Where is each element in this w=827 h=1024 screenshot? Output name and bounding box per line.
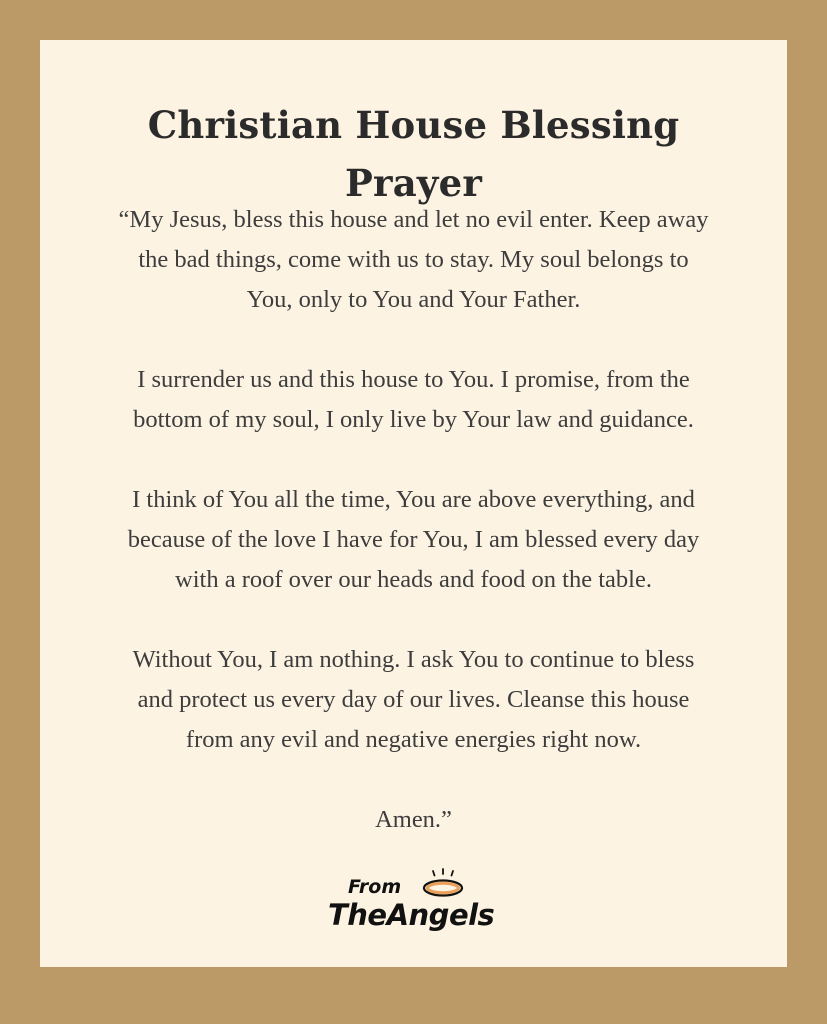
prayer-line: Without You, I am nothing. I ask You to continue to bless (132, 646, 695, 673)
title-line-2: Prayer (344, 161, 483, 205)
brand-logo (320, 868, 510, 943)
prayer-card (40, 40, 787, 967)
prayer-line: from any evil and negative energies right now. (185, 726, 642, 753)
logo-name-text: TheAngels (328, 898, 495, 932)
logo-from-text: From (348, 876, 402, 898)
prayer-closing (70, 800, 757, 840)
prayer-line: You, only to You and Your Father. (246, 286, 581, 313)
prayer-line: Amen.” (375, 806, 452, 833)
prayer-paragraph-4 (70, 640, 757, 760)
prayer-line: “My Jesus, bless this house and let no evil enter. Keep away (118, 206, 709, 233)
prayer-body (70, 200, 757, 840)
prayer-paragraph-1 (70, 200, 757, 320)
prayer-line: the bad things, come with us to stay. My soul belongs to (138, 246, 689, 273)
prayer-line: bottom of my soul, I only live by Your law and guidance. (133, 406, 694, 433)
prayer-paragraph-2 (70, 360, 757, 440)
prayer-line: because of the love I have for You, I am blessed every day (127, 526, 700, 553)
prayer-line: I think of You all the time, You are above everything, and (132, 486, 695, 513)
title-line-1: Christian House Blessing (147, 103, 680, 147)
prayer-line: and protect us every day of our lives. Cleanse this house (137, 686, 690, 713)
prayer-paragraph-3 (70, 480, 757, 600)
prayer-line: I surrender us and this house to You. I promise, from the (137, 366, 690, 393)
halo-icon (420, 868, 466, 898)
prayer-line: with a roof over our heads and food on the table. (175, 566, 652, 593)
page-title (40, 96, 787, 212)
